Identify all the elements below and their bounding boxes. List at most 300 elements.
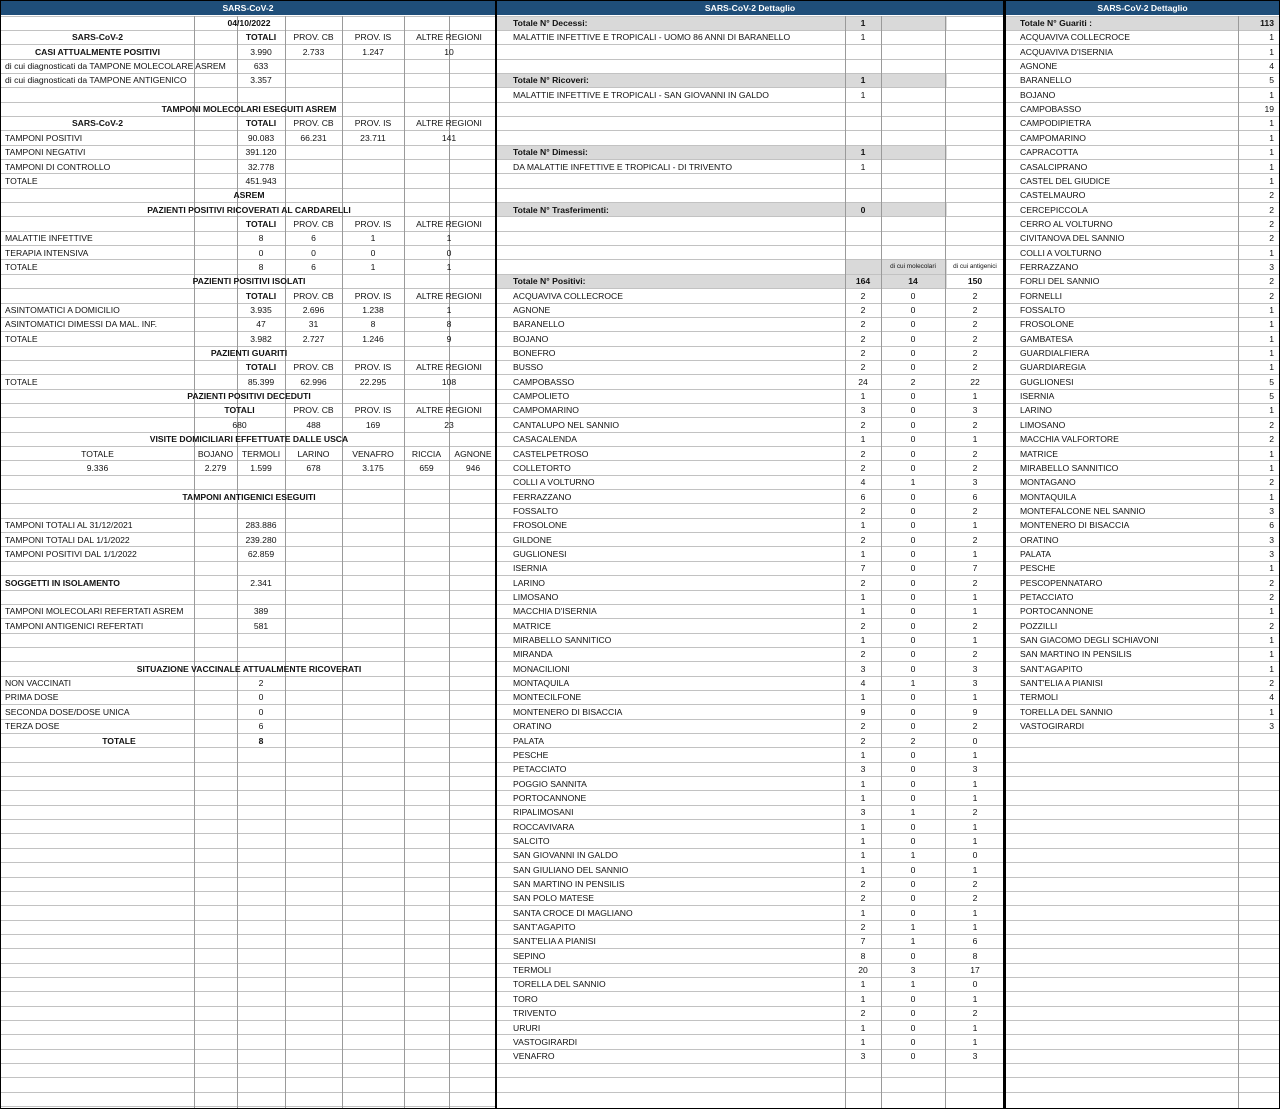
summary-label: Totale N° Dimessi:	[513, 147, 588, 158]
value-cell: 0	[910, 649, 916, 660]
column-header: PROV. CB	[293, 405, 334, 416]
row-label: TERAPIA INTENSIVA	[5, 247, 89, 258]
value-cell: 3	[1269, 548, 1274, 559]
value-cell: 2	[972, 362, 978, 373]
value-cell: 1	[972, 1036, 978, 1047]
value-cell: 680	[232, 419, 247, 430]
municipality-name: SAN MARTINO IN PENSILIS	[513, 879, 625, 889]
value-cell: 2	[1269, 434, 1274, 445]
value-cell: 9	[446, 333, 452, 344]
row-gridline	[1, 1063, 496, 1064]
value-cell: 633	[253, 61, 269, 72]
value-cell: 0	[910, 706, 916, 717]
value-cell: 3	[972, 678, 978, 689]
summary-panel-title: SARS-CoV-2	[1, 1, 495, 15]
value-cell: 20	[858, 965, 868, 976]
value-cell: 1	[860, 592, 866, 602]
value-cell: 2	[1269, 577, 1274, 588]
value-cell: 1	[1269, 32, 1274, 43]
value-cell: 0	[258, 692, 264, 703]
row-gridline	[1, 1049, 496, 1050]
value-cell: 1	[1269, 89, 1274, 100]
value-cell: 1	[860, 749, 866, 760]
value-cell: 1.599	[250, 462, 272, 473]
value-cell: 23.711	[360, 132, 386, 143]
value-cell: 1	[446, 305, 452, 315]
value-cell: 1	[910, 850, 916, 861]
value-cell: 62.859	[247, 548, 275, 559]
value-cell: 1	[860, 18, 866, 28]
value-cell: 164	[855, 276, 871, 287]
value-cell: 1	[860, 850, 866, 861]
value-cell: 1	[1269, 606, 1274, 617]
value-cell: 2	[1269, 477, 1274, 488]
value-cell: 2	[910, 376, 916, 387]
value-cell: 0	[910, 950, 916, 961]
municipality-name: CASTELPETROSO	[513, 448, 589, 459]
row-label: TAMPONI TOTALI AL 31/12/2021	[5, 520, 133, 531]
municipality-name: GUGLIONESI	[1020, 376, 1074, 387]
value-cell: 1	[1269, 118, 1274, 129]
summary-label: Totale N° Positivi:	[513, 276, 586, 287]
value-cell: 2	[1269, 592, 1274, 602]
value-cell: 1	[972, 907, 978, 918]
row-gridline	[497, 231, 1005, 232]
value-cell: 4	[860, 678, 866, 689]
column-header: ALTRE REGIONI	[416, 362, 482, 373]
municipality-name: VENAFRO	[513, 1051, 555, 1062]
municipality-name: CASTEL DEL GIUDICE	[1020, 175, 1111, 186]
value-cell: 2	[972, 534, 978, 545]
value-cell: 1.238	[362, 305, 384, 315]
value-cell: 2.696	[302, 305, 325, 315]
value-cell: 1	[860, 1022, 866, 1033]
value-cell: 0	[910, 1051, 916, 1062]
municipality-name: URURI	[513, 1022, 541, 1033]
value-cell: 0	[972, 979, 978, 990]
municipality-name: MIRANDA	[513, 649, 553, 660]
value-cell: 85.399	[247, 376, 275, 387]
municipality-name: COLLETORTO	[513, 462, 571, 473]
value-cell: 0	[910, 491, 916, 502]
value-cell: 0	[311, 247, 316, 258]
value-cell: 3.990	[250, 46, 272, 57]
summary-label: Totale N° Decessi:	[513, 18, 588, 28]
value-cell	[342, 145, 404, 159]
value-cell: 0	[860, 204, 866, 215]
value-cell: 2	[972, 620, 978, 631]
municipality-name: CANTALUPO NEL SANNIO	[513, 419, 620, 430]
municipality-name: ISERNIA	[1020, 391, 1055, 402]
value-cell: 4	[1269, 692, 1274, 703]
row-label: TAMPONI TOTALI DAL 1/1/2022	[5, 534, 130, 545]
municipality-name: MONTAGANO	[1020, 477, 1076, 488]
municipality-name: TORELLA DEL SANNIO	[513, 979, 606, 990]
value-cell: 2	[972, 290, 978, 301]
value-cell: 22.295	[359, 376, 387, 387]
value-cell: 3	[972, 764, 978, 775]
value-cell: 1	[860, 89, 866, 100]
row-gridline	[1, 561, 496, 562]
municipality-name: CASALCIPRANO	[1020, 161, 1088, 172]
value-cell: 2	[860, 305, 866, 315]
municipality-name: GAMBATESA	[1020, 333, 1073, 344]
column-header: PROV. IS	[354, 118, 392, 129]
value-cell: 1	[972, 1022, 978, 1033]
value-cell: 1	[860, 792, 866, 803]
municipality-name: SALCITO	[513, 835, 550, 846]
value-cell: 1	[860, 907, 866, 918]
municipality-name: MONTAQUILA	[1020, 491, 1077, 502]
row-gridline	[1, 647, 496, 648]
row-label: TOTALE	[5, 261, 38, 272]
value-cell: 1.247	[362, 46, 384, 57]
value-cell: 2	[860, 922, 866, 933]
municipality-name: BARANELLO	[513, 319, 565, 330]
municipality-name: GILDONE	[513, 534, 552, 545]
value-cell: 0	[910, 821, 916, 832]
row-label: di cui diagnosticati da TAMPONE MOLECOLARE ASREM	[5, 61, 226, 72]
municipality-name: COLLI A VOLTURNO	[513, 477, 595, 488]
column-header: PROV. CB	[293, 362, 334, 373]
municipality-name: BOJANO	[513, 333, 549, 344]
row-gridline	[1, 977, 496, 978]
section-title: PAZIENTI GUARITI	[210, 348, 288, 359]
value-cell: 1	[446, 233, 452, 244]
subheader-antigenic: di cui antigenici	[953, 262, 997, 270]
value-cell: 3	[972, 1051, 978, 1062]
value-cell: 0	[910, 879, 916, 889]
value-cell: 3	[972, 405, 978, 416]
value-cell: 1	[860, 391, 866, 402]
value-cell: 2	[972, 577, 978, 588]
row-gridline	[1, 805, 496, 806]
value-cell: 3	[1269, 261, 1274, 272]
section-title: PAZIENTI POSITIVI RICOVERATI AL CARDARELLI	[147, 204, 351, 215]
column-header: LARINO	[297, 448, 330, 459]
municipality-name: RIPALIMOSANI	[513, 807, 574, 818]
value-cell: 1	[860, 993, 866, 1004]
column-header: TOTALI	[224, 405, 255, 416]
row-gridline	[1, 905, 496, 906]
municipality-name: CASTELMAURO	[1020, 190, 1086, 201]
value-cell: 1	[1269, 405, 1274, 416]
section-title: PAZIENTI POSITIVI ISOLATI	[192, 276, 306, 287]
value-cell: 451.943	[245, 175, 277, 186]
value-cell: 8	[370, 319, 376, 330]
municipality-name: MONACILIONI	[513, 663, 570, 674]
municipality-name: CAMPOLIETO	[513, 391, 570, 402]
value-cell: 0	[972, 735, 978, 746]
municipality-name: BONEFRO	[513, 348, 556, 359]
value-cell: 1	[860, 161, 866, 172]
detail-panel-title: SARS-CoV-2 Dettaglio	[497, 1, 1003, 15]
value-cell: 90.083	[247, 132, 275, 143]
value-cell: 2	[1269, 678, 1274, 689]
column-header: ALTRE REGIONI	[416, 290, 482, 301]
value-cell: 1	[1269, 635, 1274, 646]
row-label: TOTALE	[5, 175, 38, 186]
value-cell: 1	[972, 606, 978, 617]
detail-panel	[495, 0, 1005, 1109]
column-header: TOTALE	[81, 448, 114, 459]
value-cell: 5	[1269, 376, 1274, 387]
value-cell: 150	[967, 276, 983, 287]
value-cell: 2	[860, 534, 866, 545]
row-label: NON VACCINATI	[5, 678, 72, 689]
summary-label: Totale N° Trasferimenti:	[513, 204, 609, 215]
municipality-name: GUARDIALFIERA	[1020, 348, 1090, 359]
municipality-name: ORATINO	[1020, 534, 1059, 545]
row-gridline	[1, 1092, 496, 1093]
row-gridline	[497, 1077, 1005, 1078]
row-label: ASINTOMATICI DIMESSI DA MAL. INF.	[5, 319, 158, 330]
municipality-name: CERCEPICCOLA	[1020, 204, 1088, 215]
municipality-name: TRIVENTO	[513, 1008, 557, 1019]
value-cell: 0	[910, 993, 916, 1004]
row-label: SECONDA DOSE/DOSE UNICA	[5, 706, 130, 717]
row-gridline	[1, 762, 496, 763]
value-cell: 2	[1269, 620, 1274, 631]
value-cell: 2	[860, 735, 866, 746]
municipality-name: MATRICE	[1020, 448, 1059, 459]
value-cell: 62.996	[300, 376, 327, 387]
row-gridline	[497, 1092, 1005, 1093]
value-cell: 1	[370, 233, 376, 244]
municipality-name: CIVITANOVA DEL SANNIO	[1020, 233, 1125, 244]
municipality-name: MACCHIA VALFORTORE	[1020, 434, 1119, 445]
value-cell: 24	[858, 376, 868, 387]
row-gridline	[497, 1063, 1005, 1064]
value-cell: 6	[311, 233, 316, 244]
value-cell: 4	[1269, 61, 1274, 72]
column-header: ALTRE REGIONI	[416, 118, 482, 129]
value-cell: 0	[258, 706, 264, 717]
value-cell: 0	[370, 247, 376, 258]
value-cell: 0	[910, 462, 916, 473]
value-cell: 8	[258, 735, 264, 746]
value-cell: 0	[910, 577, 916, 588]
value-cell: 3	[910, 965, 916, 976]
municipality-name: LARINO	[513, 577, 545, 588]
value-cell: 2	[972, 305, 978, 315]
value-cell: 2.341	[250, 577, 272, 588]
value-cell: 0	[910, 319, 916, 330]
value-cell: 2	[860, 893, 866, 904]
value-cell: 1	[860, 778, 866, 789]
value-cell: 0	[910, 548, 916, 559]
value-cell: 1	[910, 979, 916, 990]
value-cell: 32.778	[247, 161, 275, 172]
value-cell: 678	[306, 462, 321, 473]
value-cell: 1	[860, 821, 866, 832]
value-cell: 7	[860, 563, 866, 574]
value-cell: 0	[910, 620, 916, 631]
municipality-name: PETACCIATO	[513, 764, 567, 775]
value-cell: 108	[441, 376, 457, 387]
value-cell: 5	[1269, 391, 1274, 402]
value-cell	[342, 160, 404, 174]
value-cell: 0	[910, 893, 916, 904]
municipality-name: AGNONE	[1020, 61, 1058, 72]
value-cell: 1	[860, 32, 866, 43]
section-title: PAZIENTI POSITIVI DECEDUTI	[187, 391, 311, 402]
value-cell: 0	[910, 721, 916, 732]
row-gridline	[1, 848, 496, 849]
municipality-name: MATRICE	[513, 620, 552, 631]
value-cell: 1	[1269, 348, 1274, 359]
column-header: PROV. IS	[354, 405, 392, 416]
value-cell: 8	[972, 950, 978, 961]
value-cell: 391.120	[245, 147, 277, 158]
value-cell: 2	[972, 879, 978, 889]
row-gridline	[1, 87, 496, 88]
column-header: AGNONE	[454, 448, 492, 459]
value-cell: 66.231	[300, 132, 327, 143]
value-cell: 2	[860, 448, 866, 459]
column-header: RICCIA	[411, 448, 442, 459]
row-gridline	[1, 862, 496, 863]
value-cell: 1	[972, 864, 978, 875]
value-cell: 22	[970, 376, 980, 387]
value-cell: 0	[910, 1036, 916, 1047]
value-cell: 8	[258, 233, 264, 244]
value-cell: 946	[465, 462, 481, 473]
value-cell: 6	[972, 491, 978, 502]
value-cell: 1	[972, 635, 978, 646]
value-cell: 0	[446, 247, 452, 258]
value-cell: 1	[370, 261, 376, 272]
municipality-name: TERMOLI	[513, 965, 552, 976]
value-cell: 0	[910, 606, 916, 617]
value-cell: 0	[910, 1008, 916, 1019]
value-cell: 0	[910, 405, 916, 416]
row-label: TAMPONI ANTIGENICI REFERTATI	[5, 620, 144, 631]
value-cell: 1	[972, 778, 978, 789]
recovered-panel	[1004, 0, 1280, 1109]
value-cell: 1	[860, 635, 866, 646]
row-gridline	[497, 188, 1005, 189]
value-cell: 1	[972, 835, 978, 846]
municipality-name: SANTA CROCE DI MAGLIANO	[513, 907, 633, 918]
municipality-name: SANT'AGAPITO	[513, 922, 576, 933]
column-header: VENAFRO	[352, 448, 394, 459]
value-cell: 0	[910, 563, 916, 574]
value-cell: 0	[910, 692, 916, 703]
value-cell: 1	[972, 792, 978, 803]
column-header: ALTRE REGIONI	[416, 32, 482, 43]
value-cell: 3.357	[250, 75, 272, 86]
row-label: TAMPONI POSITIVI	[5, 132, 83, 143]
value-cell: 2	[972, 807, 978, 818]
value-cell: 2.279	[204, 462, 227, 473]
value-cell: 3	[972, 477, 978, 488]
value-cell: 1	[1269, 333, 1274, 344]
value-cell: 7	[972, 563, 978, 574]
municipality-name: FOSSALTO	[513, 505, 559, 516]
value-cell: 0	[910, 505, 916, 516]
value-cell: 113	[1260, 18, 1274, 28]
value-cell: 1	[860, 434, 866, 445]
value-cell: 0	[910, 778, 916, 789]
value-cell: 1	[860, 147, 866, 158]
value-cell: 6	[311, 261, 316, 272]
column-header: TERMOLI	[241, 448, 281, 459]
value-cell: 0	[910, 333, 916, 344]
value-cell: 0	[910, 663, 916, 674]
value-cell: 2	[972, 1008, 978, 1019]
municipality-name: MONTENERO DI BISACCIA	[1020, 520, 1130, 531]
value-cell: 1	[860, 864, 866, 875]
value-cell: 1	[1269, 491, 1274, 502]
value-cell	[285, 174, 342, 188]
value-cell: 2	[972, 348, 978, 359]
column-header: PROV. CB	[293, 118, 334, 129]
municipality-name: TERMOLI	[1020, 692, 1059, 703]
row-label: TOTALE	[102, 735, 136, 746]
municipality-name: CAPRACOTTA	[1020, 147, 1079, 158]
value-cell: 6	[860, 491, 866, 502]
value-cell: 0	[972, 850, 978, 861]
row-gridline	[1, 1106, 496, 1107]
value-cell: 1	[1269, 305, 1274, 315]
value-cell: 23	[444, 419, 454, 430]
municipality-name: LIMOSANO	[1020, 419, 1066, 430]
municipality-name: MIRABELLO SANNITICO	[1020, 462, 1119, 473]
value-cell: 3	[860, 1051, 866, 1062]
column-header: ALTRE REGIONI	[416, 218, 482, 229]
value-cell: 3	[1269, 534, 1274, 545]
municipality-name: ORATINO	[513, 721, 552, 732]
value-cell: 0	[910, 434, 916, 445]
value-cell: 0	[910, 749, 916, 760]
value-cell: 14	[908, 276, 918, 287]
row-gridline	[1, 920, 496, 921]
value-cell: 0	[910, 419, 916, 430]
municipality-name: ACQUAVIVA D'ISERNIA	[1020, 46, 1114, 57]
value-cell	[342, 174, 404, 188]
row-gridline	[1, 891, 496, 892]
value-cell: 0	[910, 305, 916, 315]
value-cell: 2	[860, 620, 866, 631]
value-cell: 1	[860, 1036, 866, 1047]
value-cell: 6	[972, 936, 978, 947]
municipality-name: POZZILLI	[1020, 620, 1058, 631]
row-label: MALATTIE INFETTIVE	[5, 233, 93, 244]
row-label: TAMPONI MOLECOLARI REFERTATI ASREM	[5, 606, 184, 617]
value-cell: 1	[1269, 175, 1274, 186]
municipality-name: ACQUAVIVA COLLECROCE	[513, 290, 623, 301]
municipality-name: POGGIO SANNITA	[513, 778, 587, 789]
municipality-name: ISERNIA	[513, 563, 548, 574]
value-cell: 0	[910, 348, 916, 359]
municipality-name: MACCHIA D'ISERNIA	[513, 606, 597, 617]
municipality-name: BARANELLO	[1020, 75, 1072, 86]
value-cell: 2	[910, 735, 916, 746]
row-gridline	[1, 633, 496, 634]
value-cell: 0	[910, 592, 916, 602]
municipality-name: ROCCAVIVARA	[513, 821, 575, 832]
value-cell: 2	[972, 419, 978, 430]
value-cell	[404, 174, 494, 188]
municipality-name: SEPINO	[513, 950, 546, 961]
column-header: SARS-CoV-2	[71, 32, 124, 43]
value-cell: 1	[1269, 649, 1274, 660]
value-cell: 1	[1269, 247, 1274, 258]
value-cell: 169	[365, 419, 381, 430]
municipality-name: PESCOPENNATARO	[1020, 577, 1103, 588]
column-header: PROV. IS	[354, 290, 392, 301]
